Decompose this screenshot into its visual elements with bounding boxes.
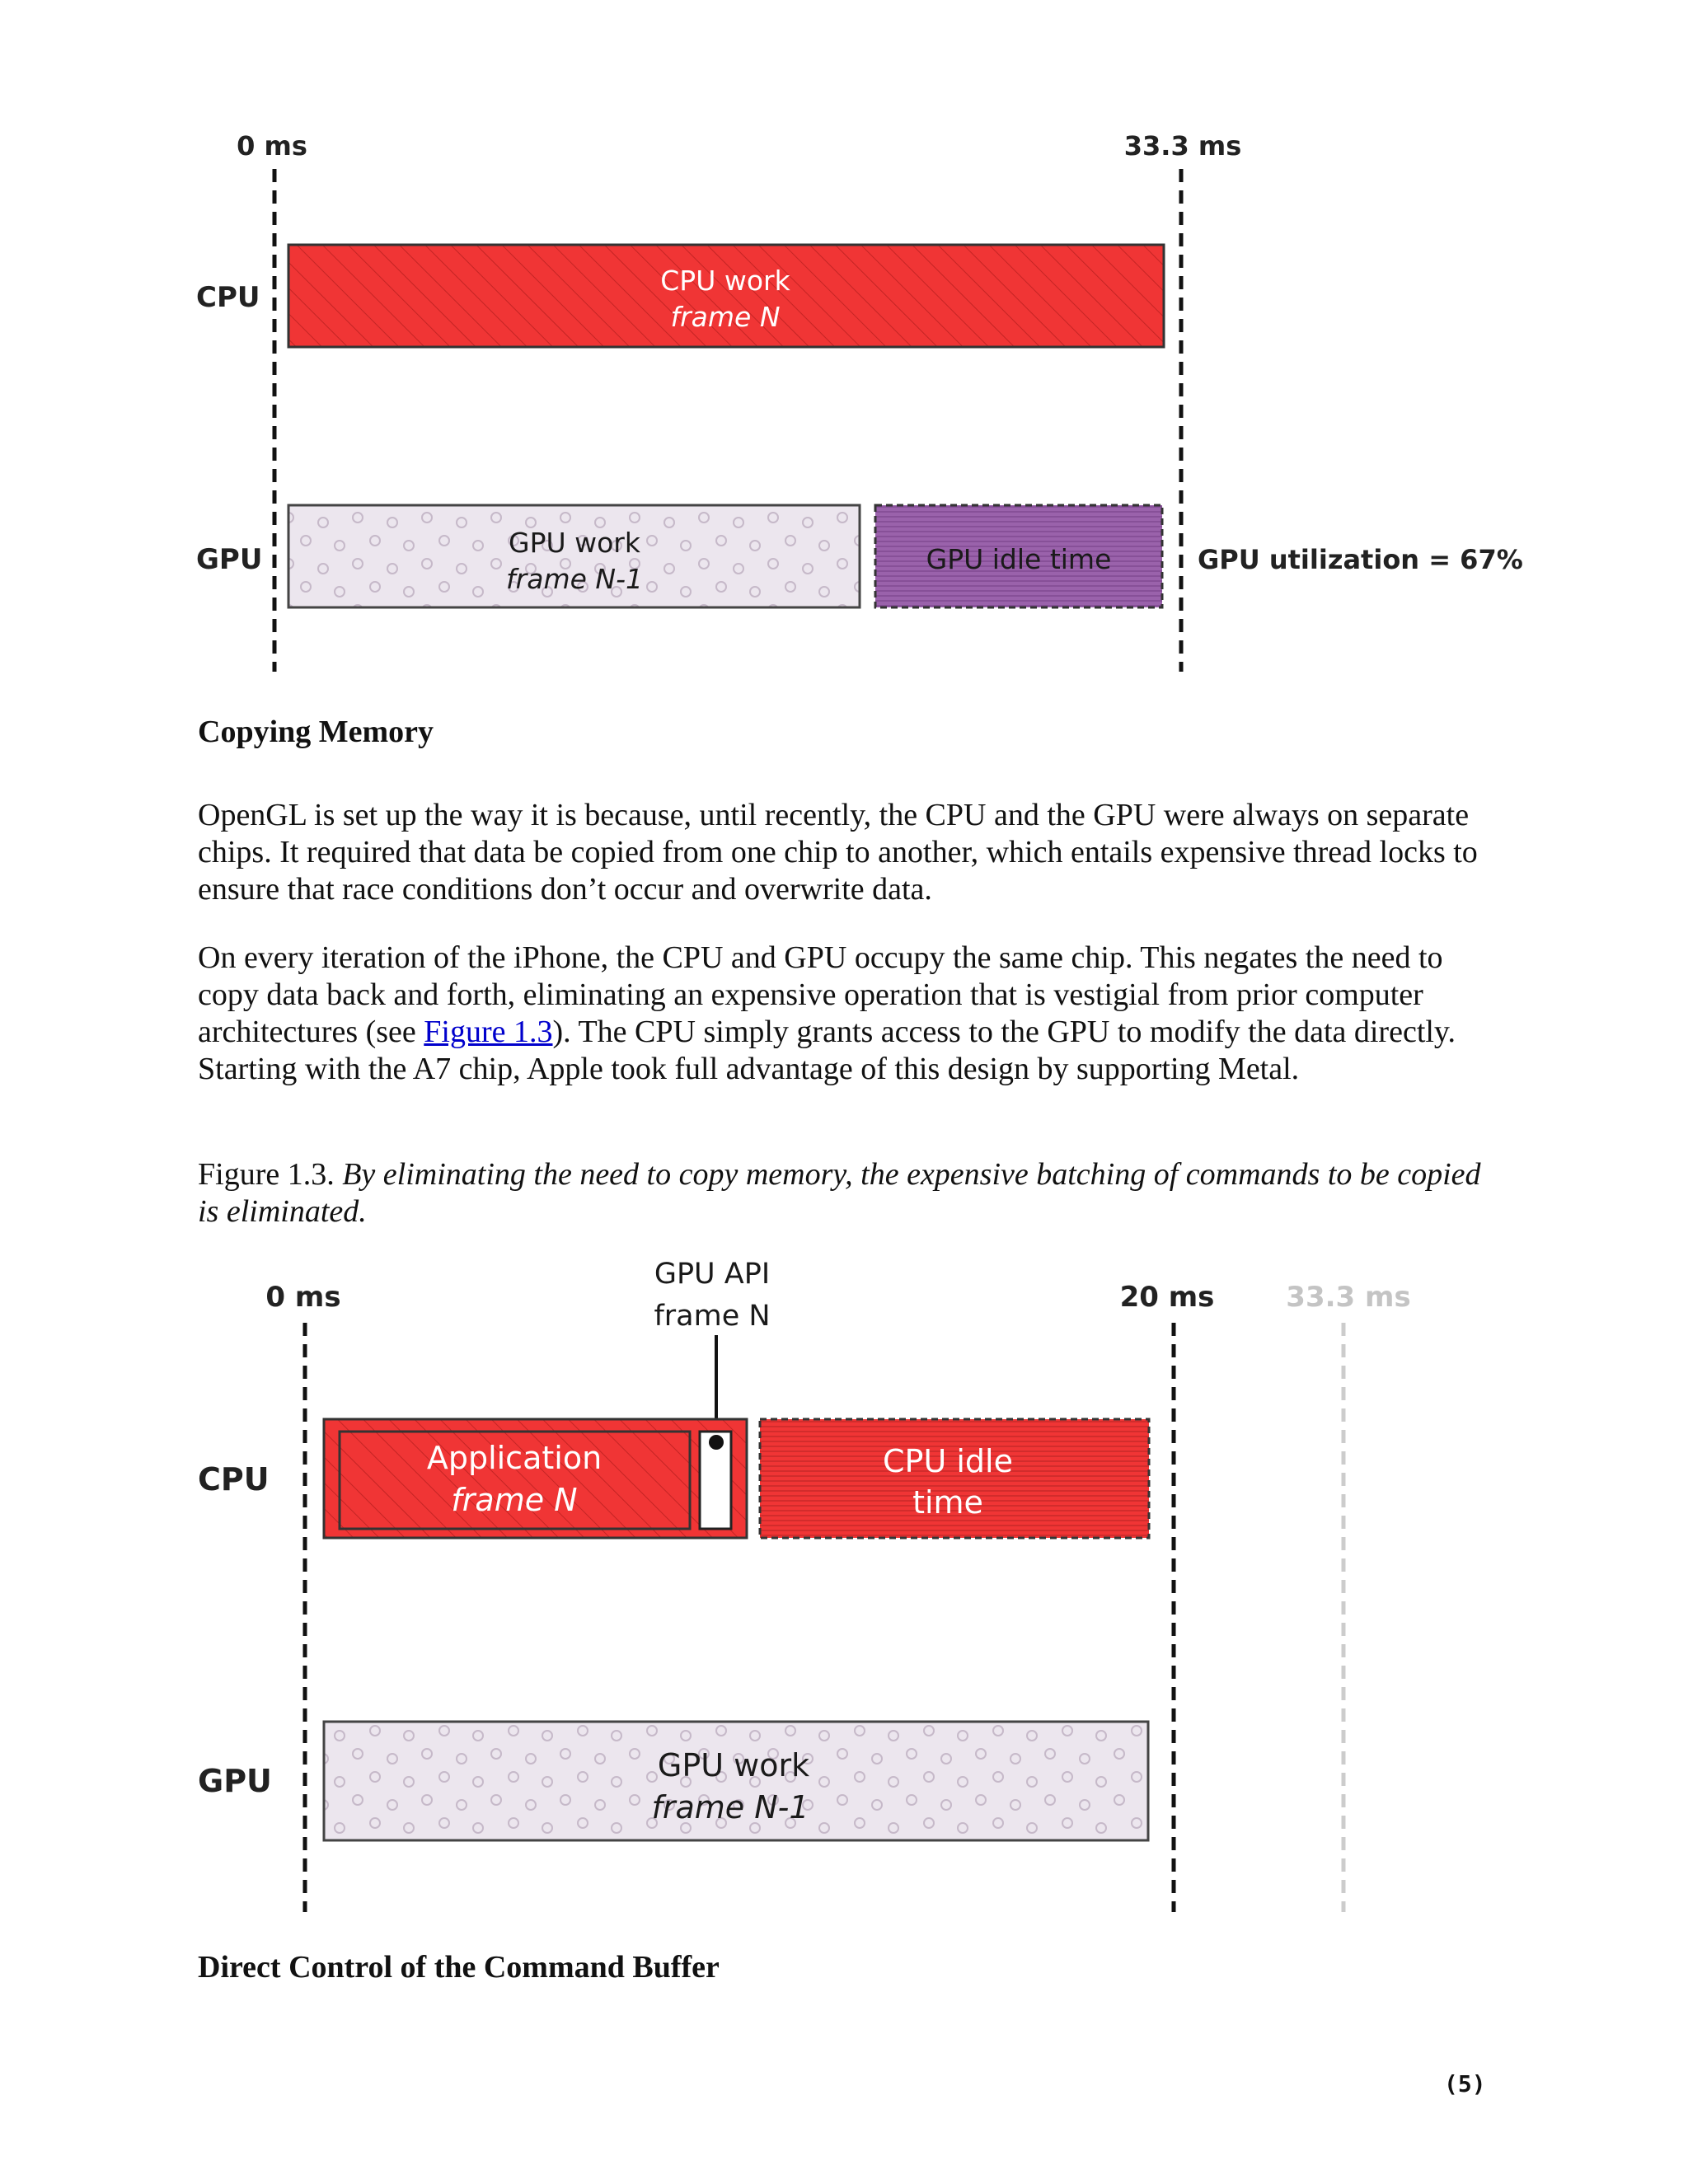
gpu-api-call-dot bbox=[709, 1435, 724, 1450]
gpu-work-frame: frame N-1 bbox=[651, 1789, 809, 1825]
cpu-row-label: CPU bbox=[198, 1461, 270, 1497]
gpu-work-frame: frame N-1 bbox=[506, 563, 643, 595]
gpu-api-frame-label: frame N bbox=[654, 1300, 771, 1333]
paragraph-iphone-text-after: ). The CPU simply grants access to the GPU to modify the data directly. Starting with the A7 chip, Apple took full advantage of this design by supporting Metal. bbox=[198, 1015, 1456, 1086]
cpu-row-label: CPU bbox=[196, 281, 260, 314]
time-start-label: 0 ms bbox=[265, 1281, 341, 1314]
cpu-work-title: CPU work bbox=[660, 265, 790, 297]
shared-memory-diagram bbox=[0, 1236, 1688, 1929]
caption-text: By eliminating the need to copy memory, the expensive batching of commands to be copied is eliminated. bbox=[198, 1157, 1481, 1229]
page-number: (5) bbox=[1444, 2070, 1486, 2097]
time-mid-label: 20 ms bbox=[1119, 1281, 1215, 1314]
gpu-row-label: GPU bbox=[198, 1763, 272, 1799]
caption-label: Figure 1.3. bbox=[198, 1157, 335, 1192]
cpu-work-frame: frame N bbox=[670, 301, 781, 333]
gpu-row-label: GPU bbox=[196, 543, 263, 576]
section-heading-command-buffer: Direct Control of the Command Buffer bbox=[198, 1950, 720, 1985]
application-frame: frame N bbox=[451, 1482, 578, 1518]
section-heading-copying-memory: Copying Memory bbox=[198, 715, 434, 749]
gpu-work-title: GPU work bbox=[509, 527, 640, 559]
time-end-label: 33.3 ms bbox=[1123, 130, 1242, 162]
time-start-label: 0 ms bbox=[237, 130, 307, 162]
cpu-app-outer-bar bbox=[324, 1419, 747, 1538]
paragraph-iphone-text-before: On every iteration of the iPhone, the CPU and GPU occupy the same chip. This negates the need to copy data back and forth, eliminating an expensive operation that is vestigial from prior computer architectures (see bbox=[198, 940, 1443, 1049]
figure-caption bbox=[198, 1156, 1484, 1230]
paragraph-opengl: OpenGL is set up the way it is because, until recently, the CPU and the GPU were always on separate chips. It required that data be copied from one chip to another, which entails expensive thread locks to ensure that race conditions don’t occur and overwrite data. bbox=[198, 798, 1478, 907]
figure-1-3-link[interactable]: Figure 1.3 bbox=[424, 1015, 553, 1049]
cpu-idle-time-label: time bbox=[912, 1484, 983, 1521]
cpu-idle-label: CPU idle bbox=[883, 1443, 1013, 1479]
time-end-label-faded: 33.3 ms bbox=[1286, 1281, 1411, 1314]
gpu-utilization-diagram bbox=[0, 0, 1688, 692]
paragraph-iphone bbox=[198, 940, 1484, 1088]
gpu-idle-label: GPU idle time bbox=[926, 543, 1112, 575]
gpu-utilization-label: GPU utilization = 67% bbox=[1198, 544, 1523, 575]
application-title: Application bbox=[426, 1440, 603, 1476]
gpu-work-title: GPU work bbox=[657, 1747, 810, 1783]
gpu-api-label: GPU API bbox=[654, 1258, 771, 1291]
